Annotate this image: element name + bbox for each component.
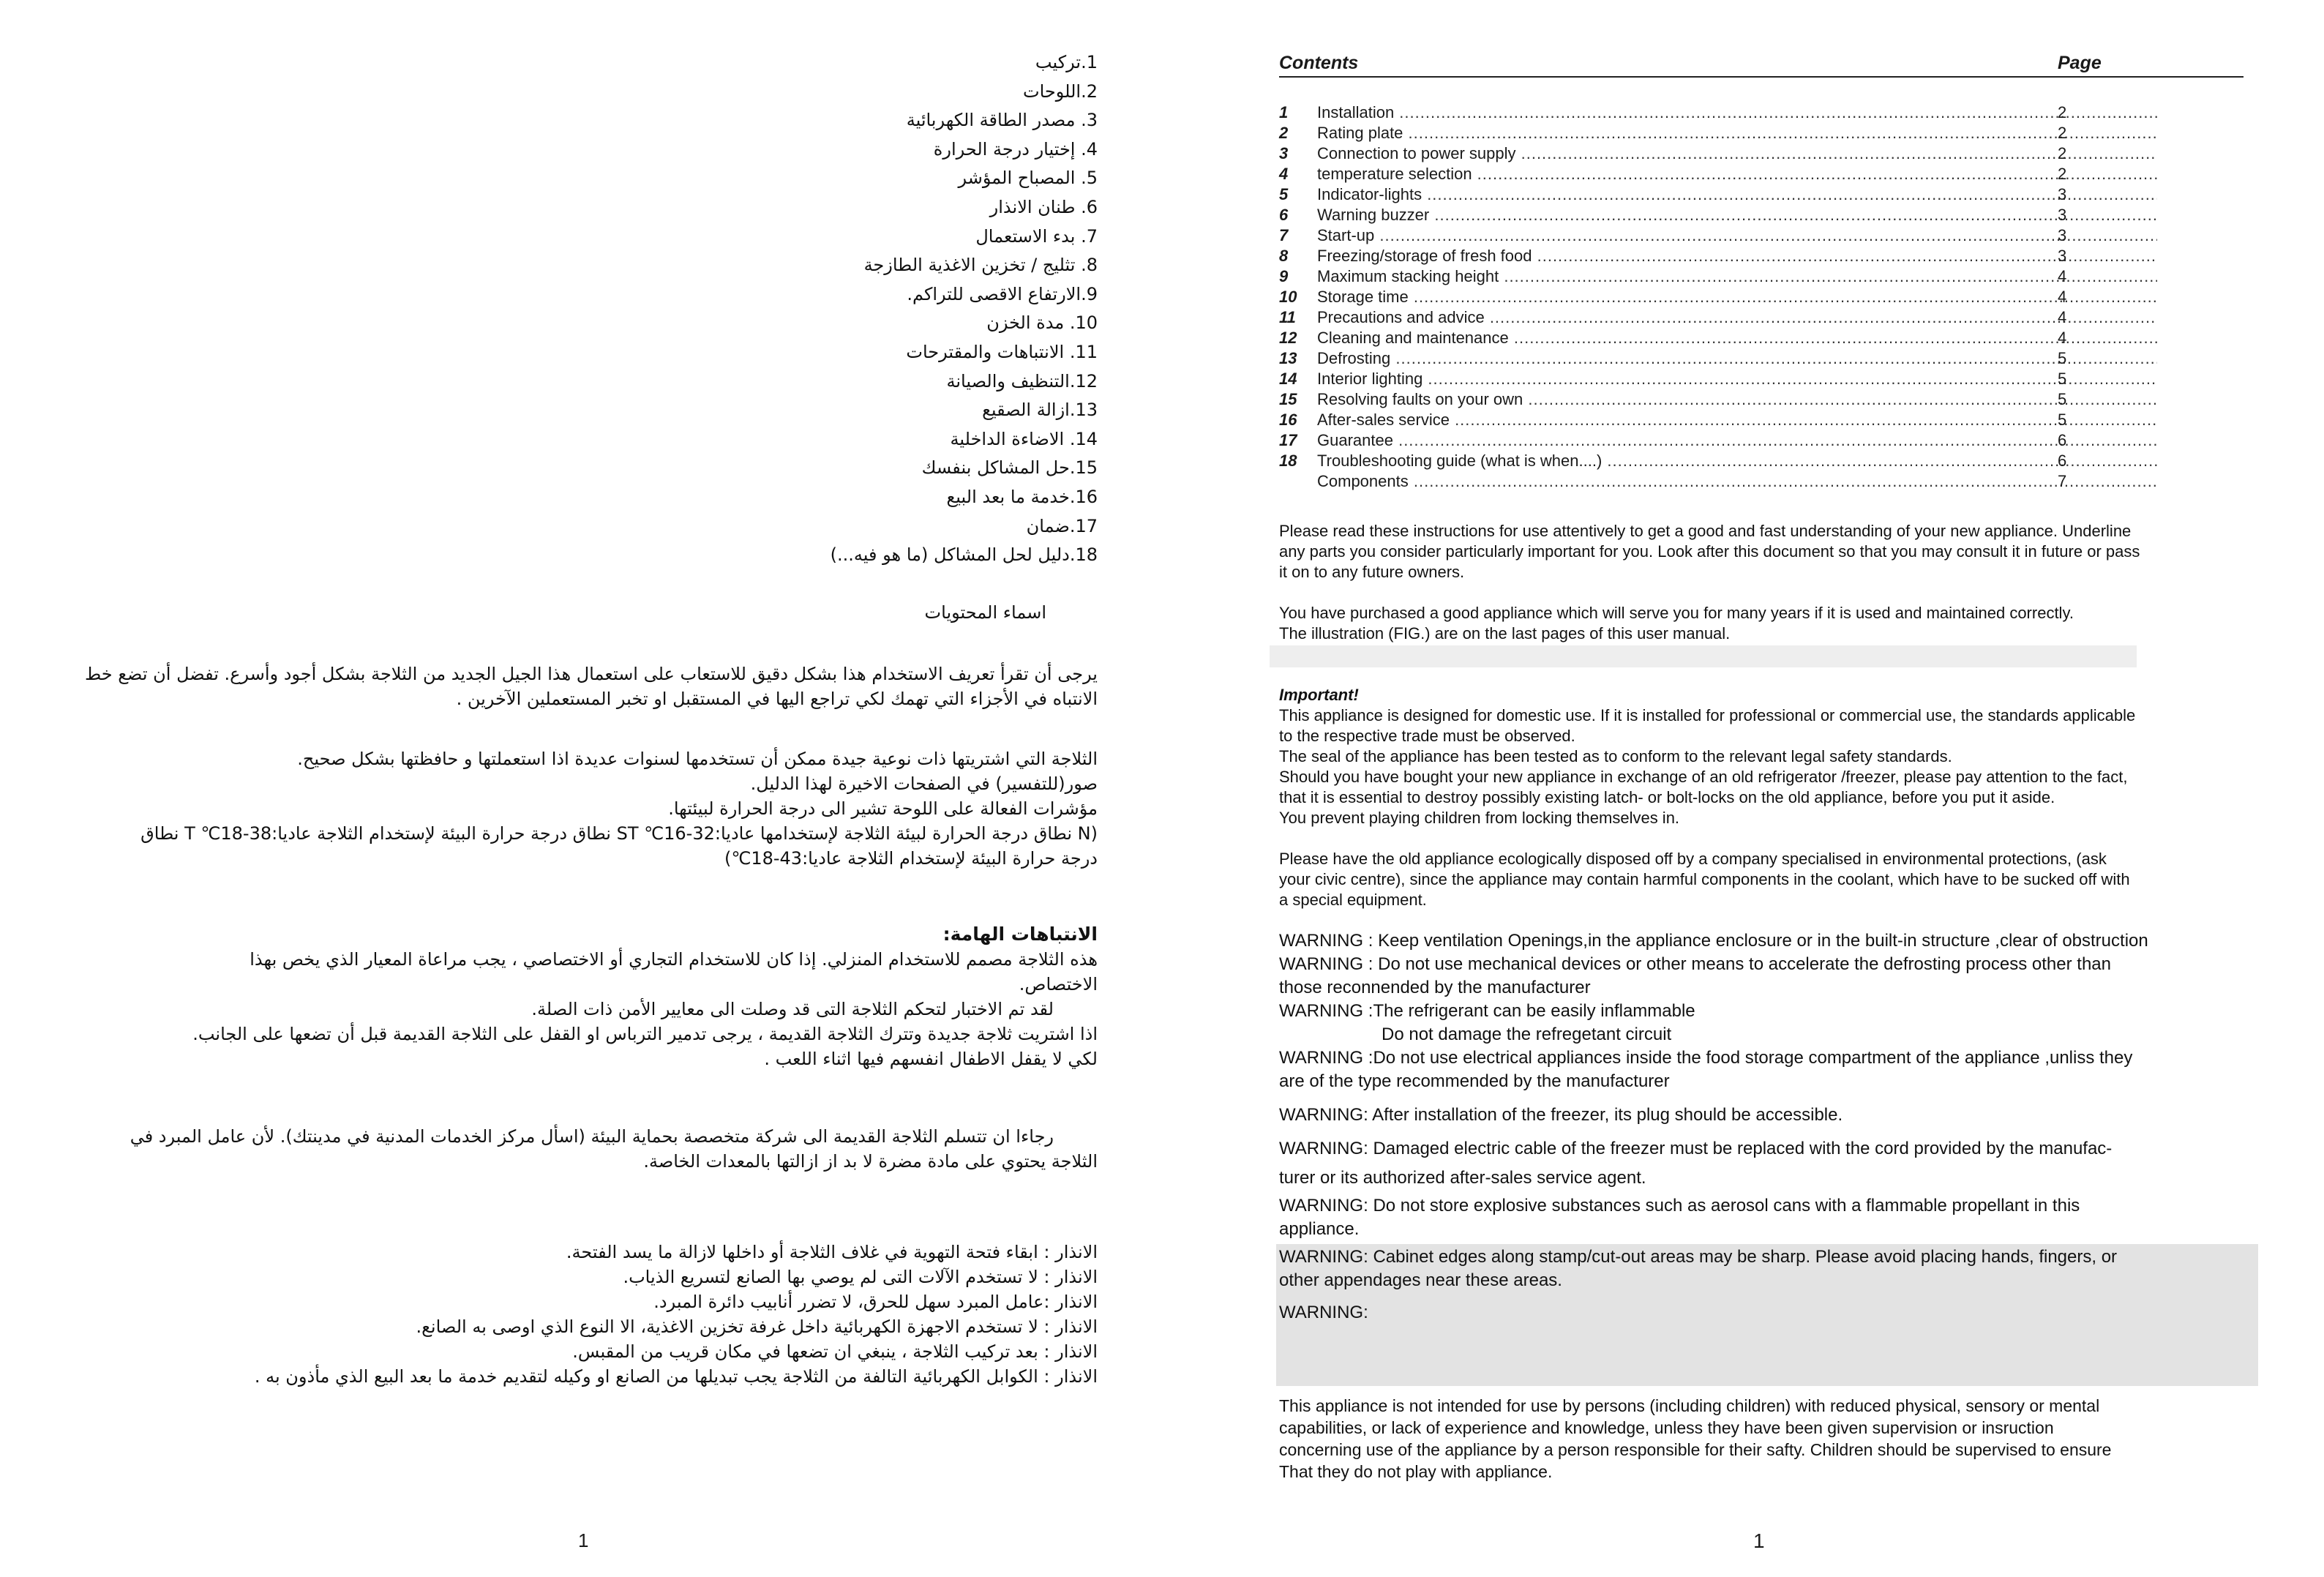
toc-item: 17.ضمان: [1026, 515, 1098, 536]
toc-item: 1.تركيب: [1035, 52, 1098, 72]
arabic-important-title: الانتباهات الهامة:: [942, 924, 1098, 945]
toc-row: 5 Indicator-lights ..... 3: [1279, 184, 2244, 205]
toc-item: 3. مصدر الطاقة الكهربائية: [906, 110, 1098, 131]
toc-row: 2 Rating plate ..... 2: [1279, 123, 2244, 143]
toc-item: 6. طنان الانذار: [989, 196, 1098, 217]
arabic-toc: [732, 48, 1098, 570]
toc-row: 15 Resolving faults on your own ..... 5: [1279, 389, 2244, 410]
toc-row: 16 After-sales service ..... 5: [1279, 410, 2244, 430]
warning-explosive: WARNING: Do not store explosive substances such as aerosol cans with a flammable propellant in this appliance.: [1279, 1196, 2080, 1239]
english-page-number: 1: [1753, 1529, 1765, 1552]
warning-plug: WARNING: After installation of the freezer, its plug should be accessible.: [1279, 1105, 1843, 1125]
toc-item: 11. الانتباهات والمقترحات: [906, 341, 1098, 362]
toc-row: 18 Troubleshooting guide (what is when....) ..... 6: [1279, 451, 2244, 471]
toc-row: 6 Warning buzzer ..... 3: [1279, 205, 2244, 225]
toc-row: 9 Maximum stacking height ..... 4: [1279, 266, 2244, 287]
toc-row: 7 Start-up ..... 3: [1279, 225, 2244, 246]
toc-item: 8. تثليج / تخزين الاغذية الطازجة: [863, 255, 1098, 276]
toc-row: 8 Freezing/storage of fresh food ..... 3: [1279, 246, 2244, 266]
arabic-contents-title: اسماء المحتويات: [924, 602, 1046, 623]
arabic-purchase: الثلاجة التي اشتريتها ذات نوعية جيدة ممكن أن تستخدمها لسنوات عديدة اذا استعملتها و حافظتها بشكل صحيح. صور(للتفسير) في الصفحات الاخيرة لهذا الدليل. مؤشرات الفعالة على اللوحة تشير الى درجة الحرارة لبيئتها. (N نطاق درجة الحرارة لبيئة الثلاجة لإستخدامها عاديا:32-16℃ ST نطاق درجة حرارة البيئة لإستخدام الثلاجة عاديا:38-18℃ T نطاق درجة حرارة البيئة لإستخدام الثلاجة عاديا:43-18℃): [140, 749, 1098, 869]
warning-cable: WARNING: Damaged electric cable of the freezer must be replaced with the cord provided by the manufac- turer or its authorized after-sales service agent.: [1279, 1139, 2113, 1188]
english-intro: Please read these instructions for use attentively to get a good and fast understanding of your new appliance. Underline any parts you consider particularly important for you. Look after this document so that you may consult it in future or pass it on to any future owners.: [1279, 522, 2140, 581]
english-toc: [1279, 102, 2244, 492]
toc-item: 2.اللوحات: [1023, 80, 1098, 102]
grey-strip: [1270, 645, 2137, 667]
toc-item: 9.الارتفاع الاقصى للتراكم.: [907, 283, 1098, 304]
toc-row: 4 temperature selection ..... 2: [1279, 164, 2244, 184]
toc-item: 14. الاضاءة الداخلية: [950, 428, 1098, 449]
toc-row: 17 Guarantee ..... 6: [1279, 430, 2244, 451]
arabic-intro: يرجى أن تقرأ تعريف الاستخدام هذا بشكل دقيق للاستعاب على استعمال هذا الجيل الجديد من الثلاجة بشكل أجود وأسرع. تفضل أن تضع خط الانتباه في الأجزاء التي تهمك لكي تراجع اليها في المستقبل او تخبر المستعملين الآخرين .: [85, 664, 1098, 709]
arabic-warnings: الانذار : ابقاء فتحة التهوية في غلاف الثلاجة أو داخلها لازالة ما يسد الفتحة. الانذار : لا تستخدم الآلات التى لم يوصي بها الصانع لتسريع الذياب. الانذار :عامل المبرد سهل للحرق، لا تضرر أنابيب دائرة المبرد. الانذار : لا تستخدم الاجهزة الكهربائية داخل غرفة تخزين الاغذية، الا النوع الذي اوصى به الصانع. الانذار : بعد تركيب الثلاجة ، ينبغي ان تضعها في مكان قريب من المقبس. الانذار : الكوابل الكهربائية التالفة من الثلاجة يجب تبديلها من الصانع او وكيله لتقديم خدمة ما بعد البيع الذي مأذون به .: [254, 1242, 1098, 1387]
toc-item: 10. مدة الخزن: [986, 312, 1098, 334]
toc-item: 4. إختيار درجة الحرارة: [933, 138, 1098, 160]
english-disposal: Please have the old appliance ecologically disposed off by a company specialised in environmental protections, (ask your civic centre), since the appliance may contain harmful components in the coolant, which have to be sucked off with a special equipment.: [1279, 850, 2130, 909]
toc-row: 10 Storage time ..... 4: [1279, 287, 2244, 307]
english-warnings: WARNING : Keep ventilation Openings,in the appliance enclosure or in the built-in structure ,clear of obstruction WARNING : Do not use mechanical devices or other means to accelerate the defrosting process other than those reconnended by the manufacturer WARNING :The refrigerant can be easily inflammable Do not damage the refregetant circuit WARNING :Do not use electrical appliances inside the food storage compartment of the appliance ,unliss they are of the type recommended by the manufacturer: [1279, 931, 2148, 1091]
toc-row: 11 Precautions and advice ..... 4: [1279, 307, 2244, 328]
warning-blank: WARNING:: [1279, 1303, 1368, 1322]
english-purchase: You have purchased a good appliance which will serve you for many years if it is used and maintained correctly. The illustration (FIG.) are on the last pages of this user manual.: [1279, 604, 2074, 643]
arabic-important: الانتباهات الهامة: هذه الثلاجة مصمم للاستخدام المنزلي. إذا كان للاستخدام التجاري أو الاختصاصي ، يجب مراعاة المعيار الذي يخص بهذا الاختصاص. لقد تم الاختبار لتحكم الثلاجة التى قد وصلت الى معايير الأمن ذات الصلة. اذا اشتريت ثلاجة جديدة وتترك الثلاجة القديمة ، يرجى تدمير الترباس او القفل على الثلاجة القديمة قبل أن تضعها على الجانب. لكي لا يقفل الاطفال انفسهم فيها اثناء اللعب .: [73, 922, 1098, 1071]
toc-row: 3 Connection to power supply ..... 2: [1279, 143, 2244, 164]
contents-label: Contents: [1279, 53, 1359, 73]
toc-row: 12 Cleaning and maintenance ..... 4: [1279, 328, 2244, 348]
toc-item: 5. المصباح المؤشر: [958, 168, 1098, 189]
arabic-page-number: 1: [578, 1529, 589, 1551]
english-disclaimer: This appliance is not intended for use by persons (including children) with reduced physical, sensory or mental capabilities, or lack of experience and knowledge, unless they have been given supervision or insruction concerning use of the appliance by a person responsible for their safty. Children should be supervised to ensure That they do not play with appliance.: [1279, 1396, 2112, 1481]
toc-row: Components ..... 7: [1279, 471, 2244, 492]
toc-item: 16.خدمة ما بعد البيع: [946, 486, 1098, 507]
english-important: Important! This appliance is designed for domestic use. If it is installed for professional or commercial use, the standards applicable to the respective trade must be observed. The seal of the appliance has been tested as to conform to the relevant legal safety standards. Should you have bought your new appliance in exchange of an old refrigerator /freezer, please pay attention to the fact, that it is essential to destroy possibly existing latch- or bolt-locks on the old appliance, before you put it aside. You prevent playing children from locking themselves in.: [1279, 685, 2252, 828]
important-title: Important!: [1279, 686, 1359, 704]
toc-item: 18.دليل لحل المشاكل (ما هو فيه...): [830, 544, 1098, 566]
toc-item: 7. بدء الاستعمال: [975, 225, 1098, 247]
toc-item: 15.حل المشاكل بنفسك: [921, 457, 1098, 479]
warning-edges: WARNING: Cabinet edges along stamp/cut-out areas may be sharp. Please avoid placing hands, fingers, or other appendages near these areas. WARNING:: [1279, 1246, 2252, 1325]
toc-item: 12.التنظيف والصيانة: [946, 370, 1098, 392]
toc-row: 13 Defrosting ..... 5: [1279, 348, 2244, 369]
page-label: Page: [2058, 53, 2102, 73]
arabic-disposal: رجاءا ان تتسلم الثلاجة القديمة الى شركة متخصصة بحماية البيئة (اسأل مركز الخدمات المدنية في مدينتك). لأن عامل المبرد في الثلاجة يحتوي على مادة مضرة لا بد از ازالتها بالمعدات الخاصة.: [130, 1126, 1098, 1172]
toc-row: 14 Interior lighting ..... 5: [1279, 369, 2244, 389]
toc-row: 1 Installation ..... 2: [1279, 102, 2244, 123]
toc-item: 13.ازالة الصقيع: [982, 400, 1098, 421]
contents-header: [1279, 51, 2244, 78]
